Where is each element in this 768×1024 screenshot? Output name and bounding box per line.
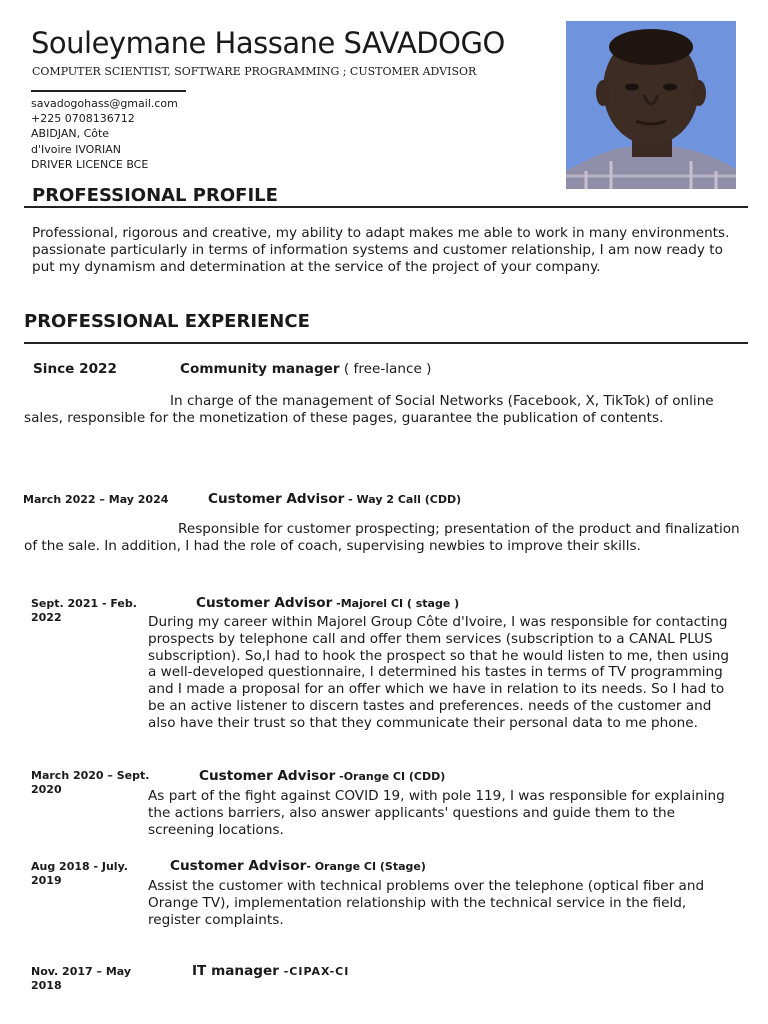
job-company: -Orange CI (CDD)	[335, 770, 446, 783]
job-role	[196, 595, 459, 611]
job-period: Sept. 2021 - Feb. 2022	[31, 597, 137, 624]
job-company: -Majorel CI ( stage )	[332, 597, 460, 610]
job-company: - Way 2 Call (CDD)	[344, 493, 462, 506]
job-title: IT manager	[192, 963, 279, 979]
job-role	[199, 768, 445, 784]
job-description: Responsible for customer prospecting; presentation of the product and finalization of the sale. In addition, I had the role of coach, supervising newbies to improve their skills.	[24, 521, 740, 554]
contact-nationality: d'Ivoire IVORIAN	[31, 142, 121, 156]
job-title: Customer Advisor	[208, 491, 345, 507]
profile-photo	[566, 21, 736, 189]
job-period: Aug 2018 - July. 2019	[31, 860, 128, 887]
job-role	[180, 361, 431, 377]
job-role	[208, 491, 461, 507]
job-description: As part of the fight against COVID 19, with pole 119, I was responsible for explaining the actions barriers, also answer applicants' questions and guide them to the screening locations.	[148, 788, 725, 838]
job-company: - Orange CI (Stage)	[306, 860, 426, 873]
contact-email: savadogohass@gmail.com	[31, 97, 178, 110]
job-title: Customer Advisor	[170, 858, 307, 874]
header-divider	[31, 90, 186, 92]
job-role	[170, 858, 426, 874]
job-description: In charge of the management of Social Networks (Facebook, X, TikTok) of online sales, responsible for the monetization of these pages, guarantee the publication of contents.	[24, 393, 714, 426]
contact-licence: DRIVER LICENCE BCE	[31, 157, 149, 171]
profile-heading: PROFESSIONAL PROFILE	[32, 185, 278, 206]
job-title: Customer Advisor	[196, 595, 333, 611]
job-company: -CIPAX-CI	[278, 965, 350, 978]
job-description: Assist the customer with technical problems over the telephone (optical fiber and Orange TV), implementation relationship with the technical service in the field, register complaints.	[148, 878, 705, 928]
job-period: Since 2022	[33, 361, 117, 377]
job-title: Community manager	[180, 361, 340, 377]
job-role	[192, 963, 349, 979]
job-company: ( free-lance )	[339, 361, 432, 377]
contact-block	[31, 96, 178, 172]
job-period: March 2022 – May 2024	[23, 493, 169, 506]
profile-text: Professional, rigorous and creative, my ability to adapt makes me able to work in many environments. passionate particularly in terms of information systems and customer relationship, I am now ready to put my dynamism and determination at the service of the project of your company.	[32, 225, 730, 275]
experience-divider	[24, 342, 748, 344]
contact-city: ABIDJAN, Côte	[31, 127, 110, 141]
job-title: Customer Advisor	[199, 768, 336, 784]
job-description: During my career within Majorel Group Côte d'Ivoire, I was responsible for contacting prospects by telephone call and offer them services (subscription to a CANAL PLUS subscription). So,I had to hook the prospect so that he would listen to me, then using a well-developed questionnaire, I determined his tastes in terms of TV programming and I made a proposal for an offer which we have in relation to its needs. So I had to be an active listener to discern tastes and preferences. needs of the customer and also have their trust so that they communicate their personal data to me phone.	[148, 614, 729, 731]
profile-divider	[24, 206, 748, 208]
candidate-name: Souleymane Hassane SAVADOGO	[31, 26, 505, 60]
job-period: March 2020 – Sept. 2020	[31, 769, 150, 796]
candidate-title: COMPUTER SCIENTIST, SOFTWARE PROGRAMMING ; CUSTOMER ADVISOR	[32, 65, 477, 78]
job-period: Nov. 2017 – May 2018	[31, 965, 132, 992]
experience-heading: PROFESSIONAL EXPERIENCE	[24, 311, 310, 332]
contact-phone: +225 0708136712	[31, 112, 135, 126]
